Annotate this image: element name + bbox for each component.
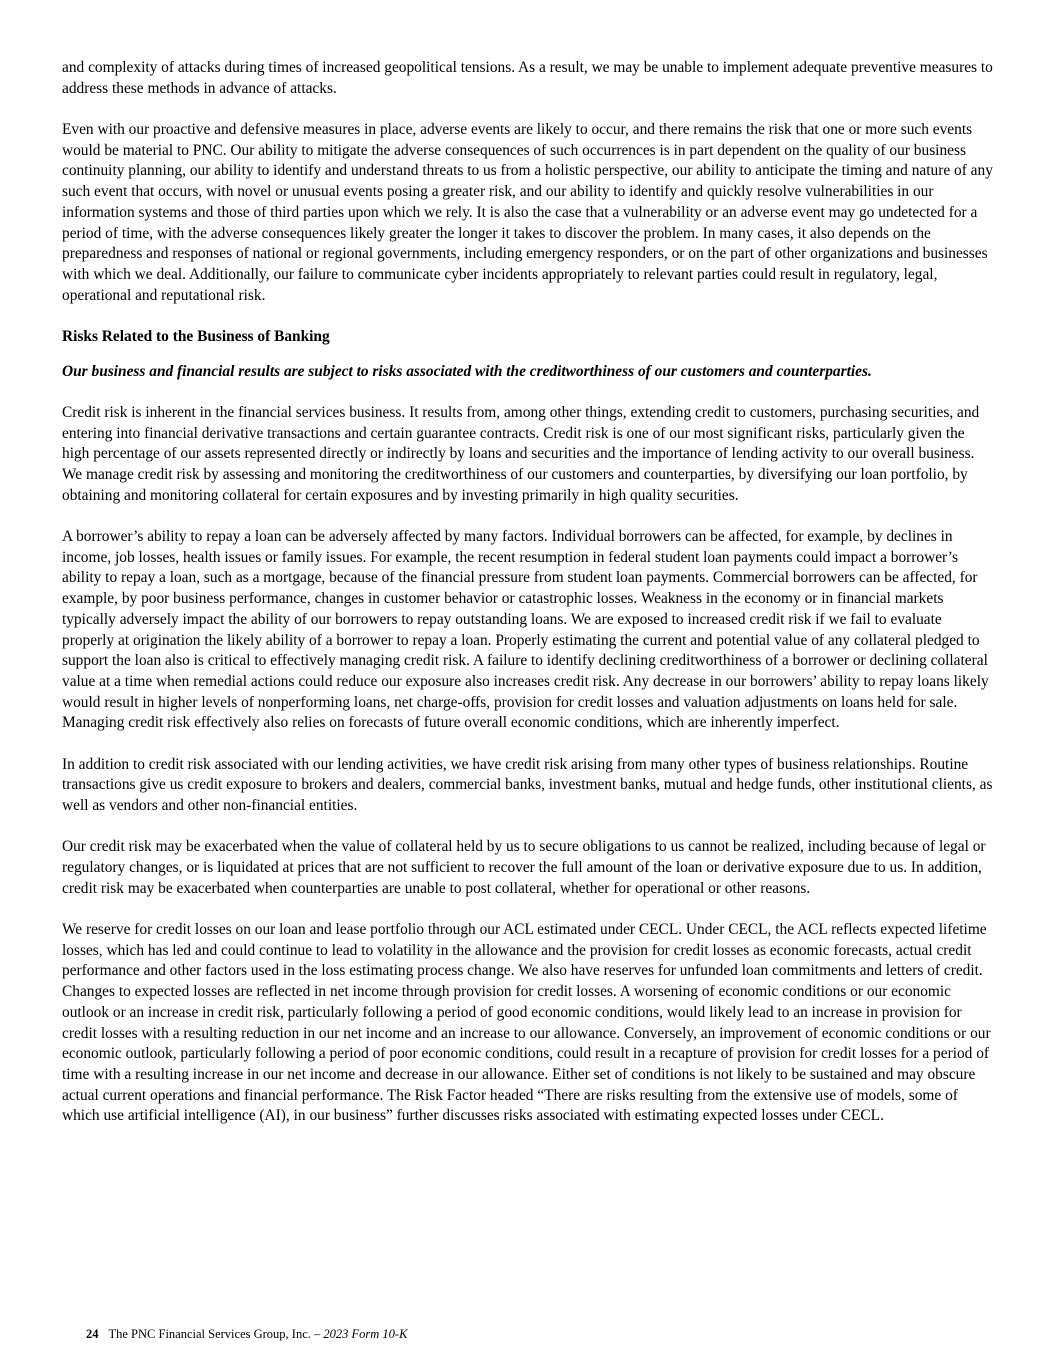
page-footer bbox=[86, 1326, 407, 1342]
risk-factor-heading: Our business and financial results are subject to risks associated with the creditworthiness of our customers and counterparties. bbox=[62, 362, 872, 380]
document-page bbox=[62, 58, 994, 1148]
paragraph-credit-risk: Credit risk is inherent in the financial services business. It results from, among other things, extending credit to customers, purchasing securities, and entering into financial derivative transactions and certain guarantee contracts. Credit risk is one of our most significant risks, particularly given the high percentage of our assets represented directly or indirectly by loans and securities and the importance of lending activity to our overall business. We manage credit risk by assessing and monitoring the creditworthiness of our customers and counterparties, by diversifying our loan portfolio, by obtaining and monitoring collateral for certain exposures and by investing primarily in high quality securities. bbox=[62, 403, 980, 504]
paragraph-borrower-ability: A borrower’s ability to repay a loan can be adversely affected by many factors. Individual borrowers can be affected, for example, by declines in income, job losses, health issues or family issues. For example, the recent resumption in federal student loan payments could impact a borrower’s ability to repay a loan, such as a mortgage, because of the financial pressure from student loan payments. Commercial borrowers can be affected, for example, by poor business performance, changes in customer behavior or catastrophic losses. Weakness in the economy or in financial markets typically adversely impact the ability of our borrowers to repay outstanding loans. We are exposed to increased credit risk if we fail to evaluate properly at origination the likely ability of a borrower to repay a loan. Properly estimating the current and potential value of any collateral pledged to support the loan also is critical to effectively managing credit risk. A failure to identify declining creditworthiness of a borrower or declining collateral value at a time when remedial actions could reduce our exposure also increases credit risk. Any decrease in our borrowers’ ability to repay loans likely would result in higher levels of nonperforming loans, net charge-offs, provision for credit losses and valuation adjustments on loans held for sale. Managing credit risk effectively also relies on forecasts of future overall economic conditions, which are inherently imperfect. bbox=[62, 528, 989, 732]
paragraph-cecl-reserves: We reserve for credit losses on our loan and lease portfolio through our ACL estimated under CECL. Under CECL, the ACL reflects expected lifetime losses, which has led and could continue to lead to volatility in the allowance and the provision for credit losses as economic forecasts, actual credit performance and other factors used in the loss estimating process change. We also have reserves for unfunded loan commitments and letters of credit. Changes to expected losses are reflected in net income through provision for credit losses. A worsening of economic conditions or our economic outlook or an increase in credit risk, particularly following a period of good economic conditions, would likely lead to an increase in provision for credit losses with a resulting reduction in our net income and an increase to our allowance. Conversely, an improvement of economic conditions or our economic outlook, particularly following a period of poor economic conditions, could result in a recapture of provision for credit losses for a period of time with a resulting increase in our net income and decrease in our allowance. Either set of conditions is not likely to be sustained and may obscure actual current operations and financial performance. The Risk Factor headed “There are risks resulting from the extensive use of models, some of which use artificial intelligence (AI), in our business” further discusses risks associated with estimating expected losses under CECL. bbox=[62, 921, 991, 1125]
footer-form: 2023 Form 10-K bbox=[323, 1327, 408, 1341]
footer-company: The PNC Financial Services Group, Inc. – bbox=[108, 1327, 324, 1341]
page-number: 24 bbox=[86, 1327, 99, 1341]
paragraph-cyber-attacks-continued: and complexity of attacks during times of increased geopolitical tensions. As a result, we may be unable to implement adequate preventive measures to address these methods in advance of attacks. bbox=[62, 59, 993, 97]
section-heading: Risks Related to the Business of Banking bbox=[62, 327, 330, 345]
paragraph-other-credit-risk: In addition to credit risk associated with our lending activities, we have credit risk arising from many other types of business relationships. Routine transactions give us credit exposure to brokers and dealers, commercial banks, investment banks, mutual and hedge funds, other institutional clients, as well as vendors and other non-financial entities. bbox=[62, 755, 993, 815]
paragraph-collateral: Our credit risk may be exacerbated when the value of collateral held by us to secure obligations to us cannot be realized, including because of legal or regulatory changes, or is liquidated at prices that are not sufficient to recover the full amount of the loan or derivative exposure due to us. In addition, credit risk may be exacerbated when counterparties are unable to post collateral, whether for operational or other reasons. bbox=[62, 838, 986, 897]
paragraph-adverse-events: Even with our proactive and defensive measures in place, adverse events are likely to occur, and there remains the risk that one or more such events would be material to PNC. Our ability to mitigate the adverse consequences of such occurrences is in part dependent on the quality of our business continuity planning, our ability to identify and understand threats to us from a holistic perspective, our ability to anticipate the timing and nature of any such event that occurs, with novel or unusual events posing a greater risk, and our ability to identify and quickly resolve vulnerabilities in our information systems and those of third parties upon which we rely. It is also the case that a vulnerability or an adverse event may go undetected for a period of time, with the adverse consequences likely greater the longer it takes to discover the problem. In many cases, it also depends on the preparedness and responses of national or regional governments, including emergency responders, or on the part of other organizations and businesses with which we deal. Additionally, our failure to communicate cyber incidents appropriately to relevant parties could result in regulatory, legal, operational and reputational risk. bbox=[62, 121, 993, 304]
